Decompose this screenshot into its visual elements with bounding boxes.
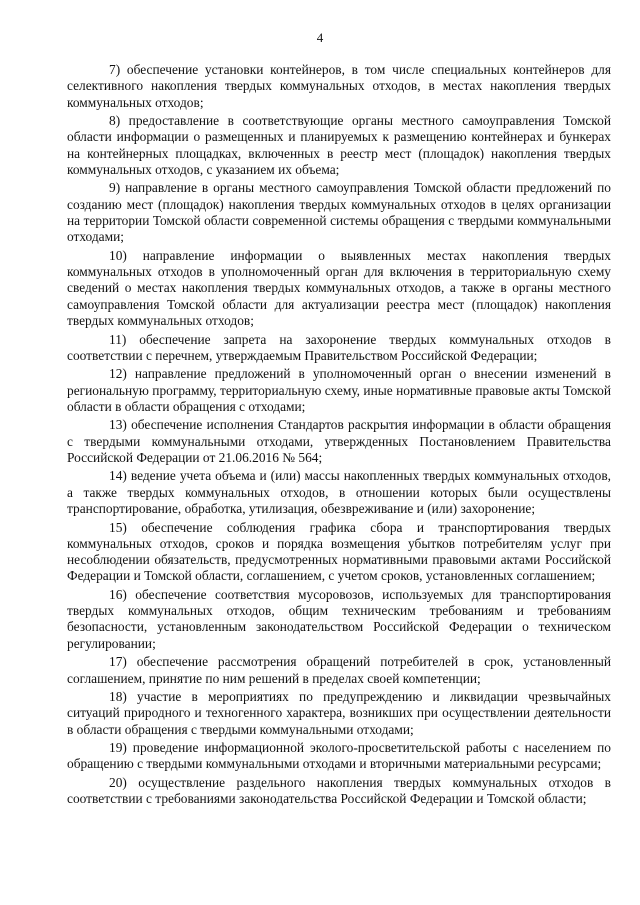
list-item-17: 17) обеспечение рассмотрения обращений потребителей в срок, установленный соглашением, принятие по ним решений в пределах своей компетенции; [67,654,611,686]
document-body [67,62,611,810]
list-item-16: 16) обеспечение соответствия мусоровозов, используемых для транспортирования твердых коммунальных отходов, общим техническим требованиям и требованиям безопасности, установленным законодательством Российской Федерации о техническом регулировании; [67,586,611,651]
list-item-18: 18) участие в мероприятиях по предупреждению и ликвидации чрезвычайных ситуаций природного и техногенного характера, возникших при осуществлении деятельности в области обращения с твердыми коммунальными отходами; [67,689,611,737]
list-item-8: 8) предоставление в соответствующие органы местного самоуправления Томской области информации о размещенных и планируемых к размещению контейнерах и бункерах на контейнерных площадках, включенных в реестр мест (площадок) накопления твердых коммунальных отходов, с указанием их объема; [67,113,611,177]
list-item-7: 7) обеспечение установки контейнеров, в том числе специальных контейнеров для селективного накопления твердых коммунальных отходов, в местах накопления твердых коммунальных отходов; [67,62,611,110]
list-item-20: 20) осуществление раздельного накопления твердых коммунальных отходов в соответствии с требованиями законодательства Российской Федерации и Томской области; [67,774,611,807]
list-item-14: 14) ведение учета объема и (или) массы накопленных твердых коммунальных отходов, а также твердых коммунальных отходов, в отношении которых были осуществлены транспортирование, обработка, утилизация, обезвреживание и (или) захоронение; [67,468,611,517]
list-item-11: 11) обеспечение запрета на захоронение твердых коммунальных отходов в соответствии с перечнем, утверждаемым Правительством Российской Федерации; [67,331,611,363]
list-item-19: 19) проведение информационной эколого-просветительской работы с населением по обращению с твердыми коммунальными отходами и вторичными материальными ресурсами; [67,740,611,772]
list-item-12: 12) направление предложений в уполномоченный орган о внесении изменений в региональную программу, территориальную схему, иные нормативные правовые акты Томской области в области обращения с отходами; [67,366,611,414]
list-item-15: 15) обеспечение соблюдения графика сбора и транспортирования твердых коммунальных отходов, сроков и порядка возмещения убытков потребителям услуг при несоблюдении обязательств, предусмотренных нормативными правовыми актами Российской Федерации и Томской области, соглашением, с учетом сроков, установленных соглашением; [67,519,611,584]
list-item-9: 9) направление в органы местного самоуправления Томской области предложений по созданию мест (площадок) накопления твердых коммунальных отходов в целях организации на территории Томской области современной системы обращения с твердыми коммунальными отходами; [67,180,611,245]
page-number: 4 [316,30,324,45]
list-item-13: 13) обеспечение исполнения Стандартов раскрытия информации в области обращения с твердыми коммунальными отходами, утвержденных Постановлением Правительства Российской Федерации от 21.06.2016 № 564; [67,417,611,465]
list-item-10: 10) направление информации о выявленных местах накопления твердых коммунальных отходов в уполномоченный орган для включения в территориальную схему сведений о местах накопления твердых коммунальных отходов, а также в органы местного самоуправления Томской области для актуализации реестра мест (площадок) накопления твердых коммунальных отходов; [67,247,611,329]
